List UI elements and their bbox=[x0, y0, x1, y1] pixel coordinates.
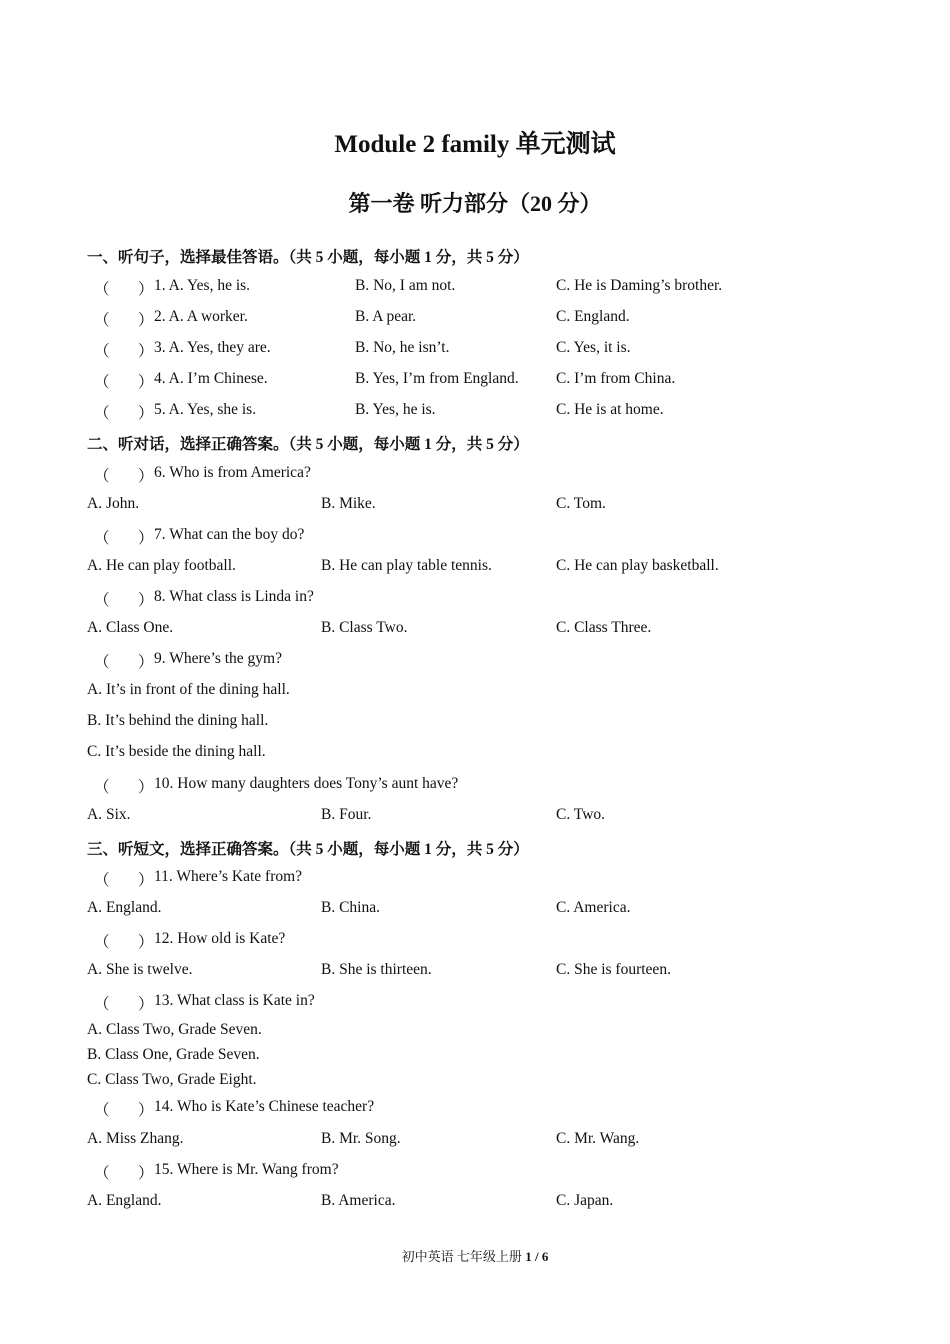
option-c: C. Class Two, Grade Eight. bbox=[87, 1071, 257, 1088]
option-c: C. Mr. Wang. bbox=[556, 1130, 640, 1147]
answer-blank-close: ） bbox=[138, 872, 154, 889]
option-b: B. No, I am not. bbox=[355, 277, 456, 294]
option-a: A. She is twelve. bbox=[87, 961, 193, 978]
option-c: C. He is Daming’s brother. bbox=[556, 277, 723, 294]
option-c: C. America. bbox=[556, 899, 631, 916]
question-15 bbox=[0, 1161, 950, 1183]
option-a: A. It’s in front of the dining hall. bbox=[87, 681, 290, 698]
question-text: 5. A. Yes, she is. bbox=[154, 401, 257, 418]
question-14-options bbox=[0, 1130, 950, 1152]
question-text: 6. Who is from America? bbox=[154, 464, 311, 481]
option-b: B. No, he isn’t. bbox=[355, 339, 450, 356]
answer-blank-close: ） bbox=[138, 996, 154, 1013]
answer-blank-open: （ bbox=[94, 468, 110, 485]
answer-blank-close: ） bbox=[138, 312, 154, 329]
answer-blank-close: ） bbox=[138, 468, 154, 485]
answer-blank-close: ） bbox=[138, 1102, 154, 1119]
answer-blank-close: ） bbox=[138, 779, 154, 796]
option-c: C. She is fourteen. bbox=[556, 961, 671, 978]
answer-blank-open: （ bbox=[94, 996, 110, 1013]
answer-blank-close: ） bbox=[138, 592, 154, 609]
option-c: C. I’m from China. bbox=[556, 370, 676, 387]
answer-blank-open: （ bbox=[94, 1165, 110, 1182]
option-b: B. Yes, I’m from England. bbox=[355, 370, 519, 387]
answer-blank-open: （ bbox=[94, 872, 110, 889]
question-1 bbox=[0, 277, 950, 299]
question-11 bbox=[0, 868, 950, 890]
answer-blank-open: （ bbox=[94, 530, 110, 547]
question-text: 2. A. A worker. bbox=[154, 308, 248, 325]
page-separator: / bbox=[531, 1249, 542, 1264]
footer-text: 初中英语 七年级上册 bbox=[401, 1249, 526, 1264]
option-b: B. She is thirteen. bbox=[321, 961, 432, 978]
option-a: A. Six. bbox=[87, 806, 131, 823]
question-text: 4. A. I’m Chinese. bbox=[154, 370, 268, 387]
answer-blank-close: ） bbox=[138, 374, 154, 391]
option-c: C. Japan. bbox=[556, 1192, 614, 1209]
option-c: C. Yes, it is. bbox=[556, 339, 631, 356]
question-13-option-b bbox=[0, 1046, 950, 1068]
page-footer bbox=[0, 1246, 950, 1265]
question-text: 10. How many daughters does Tony’s aunt have? bbox=[154, 775, 459, 792]
question-13 bbox=[0, 992, 950, 1014]
option-b: B. America. bbox=[321, 1192, 396, 1209]
part-3-heading: 三、听短文，选择正确答案。（共 5 小题，每小题 1 分，共 5 分） bbox=[87, 841, 529, 858]
answer-blank-open: （ bbox=[94, 592, 110, 609]
question-11-options bbox=[0, 899, 950, 921]
option-c: C. Class Three. bbox=[556, 619, 652, 636]
question-6 bbox=[0, 464, 950, 486]
option-c: C. He is at home. bbox=[556, 401, 664, 418]
question-text: 14. Who is Kate’s Chinese teacher? bbox=[154, 1098, 375, 1115]
question-text: 8. What class is Linda in? bbox=[154, 588, 314, 605]
question-5 bbox=[0, 401, 950, 423]
option-b: B. A pear. bbox=[355, 308, 417, 325]
answer-blank-close: ） bbox=[138, 405, 154, 422]
question-text: 9. Where’s the gym? bbox=[154, 650, 282, 667]
answer-blank-open: （ bbox=[94, 779, 110, 796]
answer-blank-close: ） bbox=[138, 934, 154, 951]
option-c: C. Two. bbox=[556, 806, 606, 823]
question-text: 15. Where is Mr. Wang from? bbox=[154, 1161, 339, 1178]
answer-blank-close: ） bbox=[138, 281, 154, 298]
option-b: B. Yes, he is. bbox=[355, 401, 436, 418]
question-text: 3. A. Yes, they are. bbox=[154, 339, 271, 356]
question-7-options bbox=[0, 557, 950, 579]
option-c: C. Tom. bbox=[556, 495, 606, 512]
option-a: A. England. bbox=[87, 1192, 162, 1209]
question-8-options bbox=[0, 619, 950, 641]
page-title: Module 2 family 单元测试 bbox=[334, 131, 616, 158]
option-a: A. Miss Zhang. bbox=[87, 1130, 184, 1147]
answer-blank-open: （ bbox=[94, 343, 110, 360]
answer-blank-close: ） bbox=[138, 654, 154, 671]
question-10-options bbox=[0, 806, 950, 828]
option-b: B. Mike. bbox=[321, 495, 376, 512]
answer-blank-close: ） bbox=[138, 530, 154, 547]
option-b: B. Class Two. bbox=[321, 619, 408, 636]
question-4 bbox=[0, 370, 950, 392]
question-2 bbox=[0, 308, 950, 330]
page-total: 6 bbox=[541, 1249, 549, 1264]
question-9-option-b bbox=[0, 712, 950, 734]
answer-blank-open: （ bbox=[94, 281, 110, 298]
option-b: B. Mr. Song. bbox=[321, 1130, 401, 1147]
question-13-option-a bbox=[0, 1021, 950, 1043]
answer-blank-open: （ bbox=[94, 405, 110, 422]
question-13-option-c bbox=[0, 1071, 950, 1093]
option-a: A. Class Two, Grade Seven. bbox=[87, 1021, 262, 1038]
answer-blank-open: （ bbox=[94, 1102, 110, 1119]
question-text: 11. Where’s Kate from? bbox=[154, 868, 303, 885]
question-text: 1. A. Yes, he is. bbox=[154, 277, 251, 294]
question-9-option-a bbox=[0, 681, 950, 703]
question-8 bbox=[0, 588, 950, 610]
answer-blank-open: （ bbox=[94, 312, 110, 329]
part-2-heading: 二、听对话，选择正确答案。（共 5 小题，每小题 1 分，共 5 分） bbox=[87, 436, 529, 453]
option-b: B. China. bbox=[321, 899, 380, 916]
answer-blank-open: （ bbox=[94, 374, 110, 391]
part-1-heading: 一、听句子，选择最佳答语。（共 5 小题，每小题 1 分，共 5 分） bbox=[87, 249, 529, 266]
option-c: C. He can play basketball. bbox=[556, 557, 719, 574]
option-a: A. He can play football. bbox=[87, 557, 236, 574]
answer-blank-open: （ bbox=[94, 934, 110, 951]
option-b: B. Four. bbox=[321, 806, 372, 823]
option-a: A. John. bbox=[87, 495, 140, 512]
answer-blank-close: ） bbox=[138, 343, 154, 360]
option-a: A. England. bbox=[87, 899, 162, 916]
question-3 bbox=[0, 339, 950, 361]
question-text: 7. What can the boy do? bbox=[154, 526, 305, 543]
option-b: B. He can play table tennis. bbox=[321, 557, 492, 574]
option-a: A. Class One. bbox=[87, 619, 174, 636]
option-b: B. It’s behind the dining hall. bbox=[87, 712, 269, 729]
question-7 bbox=[0, 526, 950, 548]
question-10 bbox=[0, 775, 950, 797]
question-12 bbox=[0, 930, 950, 952]
answer-blank-open: （ bbox=[94, 654, 110, 671]
option-b: B. Class One, Grade Seven. bbox=[87, 1046, 260, 1063]
page-number: 1 bbox=[525, 1249, 532, 1264]
answer-blank-close: ） bbox=[138, 1165, 154, 1182]
question-15-options bbox=[0, 1192, 950, 1214]
question-14 bbox=[0, 1098, 950, 1120]
option-c: C. England. bbox=[556, 308, 630, 325]
option-c: C. It’s beside the dining hall. bbox=[87, 743, 266, 760]
question-text: 13. What class is Kate in? bbox=[154, 992, 315, 1009]
question-text: 12. How old is Kate? bbox=[154, 930, 286, 947]
question-6-options bbox=[0, 495, 950, 517]
question-9 bbox=[0, 650, 950, 672]
question-9-option-c bbox=[0, 743, 950, 765]
question-12-options bbox=[0, 961, 950, 983]
section-heading: 第一卷 听力部分（20 分） bbox=[348, 191, 602, 216]
